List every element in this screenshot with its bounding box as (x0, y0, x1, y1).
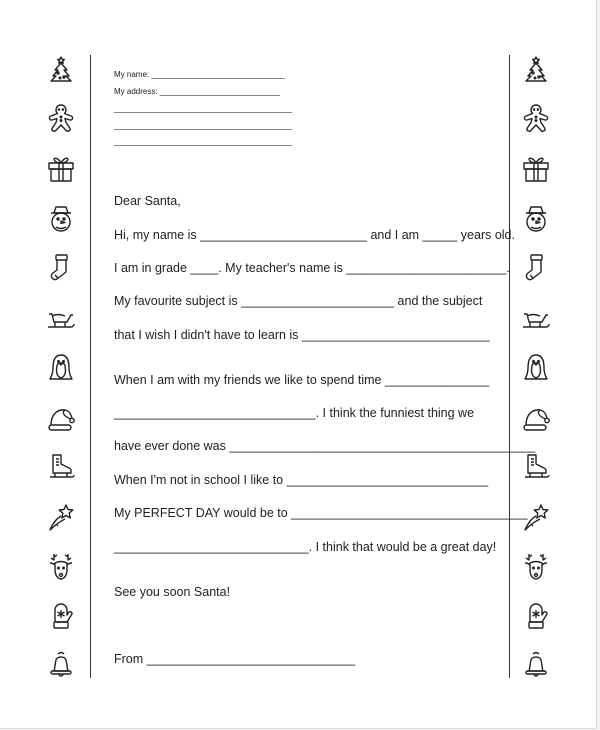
letter-line[interactable]: I am in grade ____. My teacher's name is _______________________. (114, 261, 510, 275)
santa-hat-icon (45, 403, 77, 435)
letter-line[interactable]: Hi, my name is ________________________ and I am _____ years old. (114, 228, 515, 242)
mitten-icon (520, 600, 552, 632)
address-line[interactable]: ________________________________________ (114, 137, 292, 146)
address-line[interactable]: ________________________________________ (114, 104, 292, 113)
address-field[interactable]: My address: ___________________________ (114, 87, 280, 96)
greeting: Dear Santa, (114, 194, 181, 208)
ice-skate-icon (520, 452, 552, 484)
penguin-icon (520, 352, 552, 384)
letter-line[interactable]: ____________________________. I think that would be a great day! (114, 540, 497, 554)
letter-line[interactable]: that I wish I didn't have to learn is ___________________________ (114, 328, 490, 342)
reindeer-icon (520, 551, 552, 583)
name-field[interactable]: My name: ______________________________ (114, 70, 285, 79)
stocking-icon (520, 251, 552, 283)
letter-line[interactable]: When I am with my friends we like to spend time _______________ (114, 373, 490, 387)
gift-icon (520, 152, 552, 184)
stocking-icon (45, 251, 77, 283)
letter-line[interactable]: When I'm not in school I like to _____________________________ (114, 473, 489, 487)
shooting-star-icon (45, 502, 77, 534)
letter-line[interactable]: _____________________________. I think the funniest thing we (114, 406, 475, 420)
tree-icon (45, 53, 77, 85)
bell-icon (520, 648, 552, 680)
gingerbread-icon (45, 102, 77, 134)
address-line[interactable]: ________________________________________ (114, 121, 292, 130)
sleigh-icon (520, 302, 552, 334)
gingerbread-icon (520, 102, 552, 134)
santa-hat-icon (520, 403, 552, 435)
bell-icon (45, 648, 77, 680)
mitten-icon (45, 600, 77, 632)
snowman-icon (45, 203, 77, 235)
left-margin-rule (90, 55, 91, 678)
letter-line[interactable]: My PERFECT DAY would be to __________________________________ (114, 506, 528, 520)
reindeer-icon (45, 551, 77, 583)
right-margin-rule (509, 55, 510, 678)
penguin-icon (45, 352, 77, 384)
ice-skate-icon (45, 452, 77, 484)
closing: See you soon Santa! (114, 585, 231, 599)
snowman-icon (520, 203, 552, 235)
letter-line[interactable]: My favourite subject is ______________________ and the subject (114, 294, 483, 308)
letter-line[interactable]: have ever done was ____________________________________________ (114, 439, 536, 453)
tree-icon (520, 53, 552, 85)
gift-icon (45, 152, 77, 184)
from-field[interactable]: From ______________________________ (114, 652, 356, 666)
sleigh-icon (45, 302, 77, 334)
